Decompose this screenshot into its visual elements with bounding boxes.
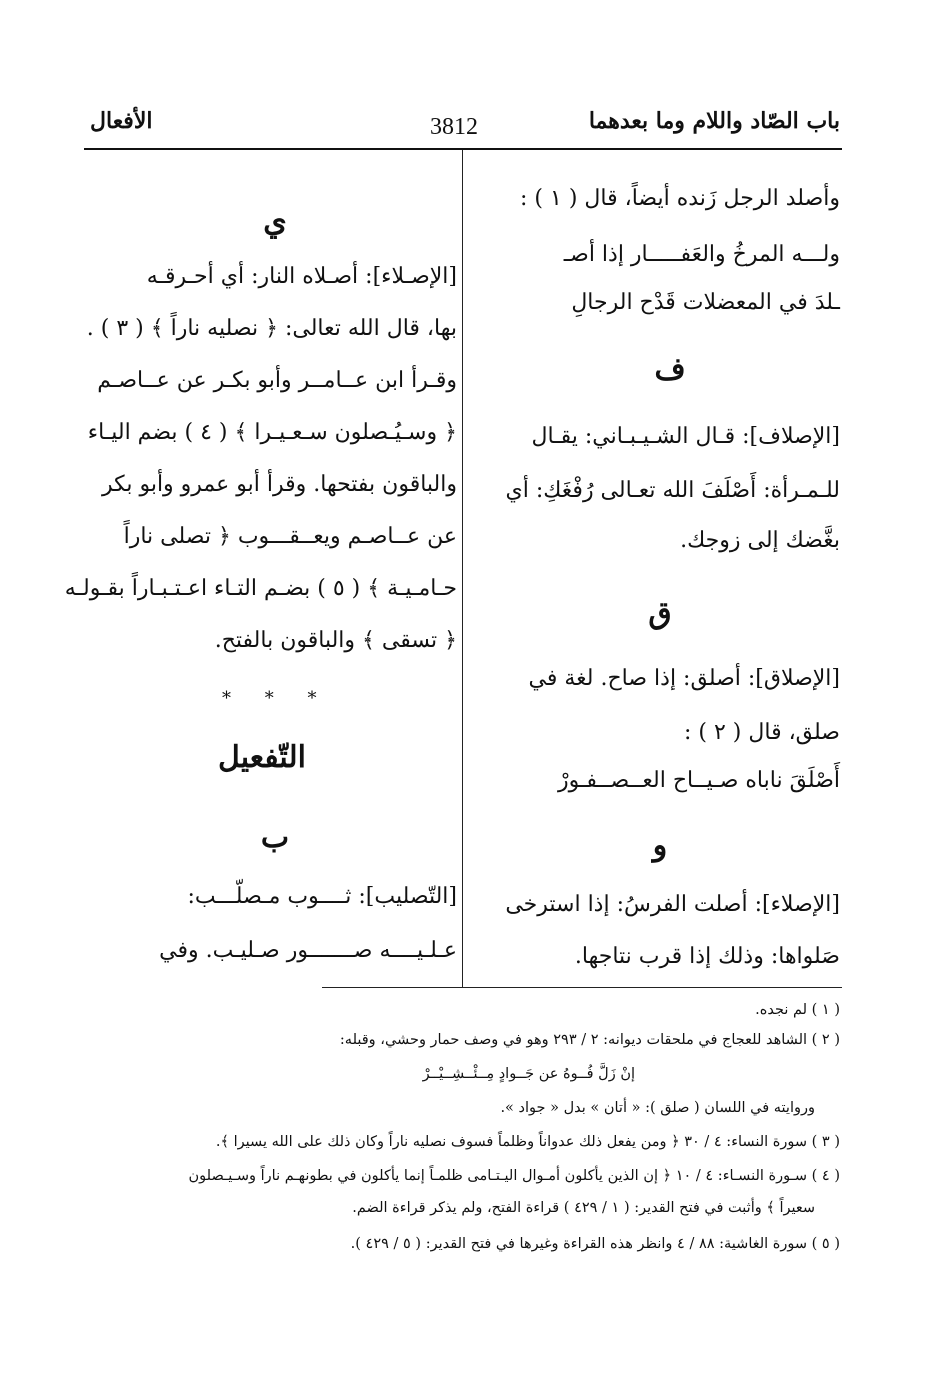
letter-heading: ق — [648, 596, 672, 631]
footnote: ( ١ ) لم نجده. — [755, 1002, 840, 1018]
footnote: سعيراً ﴾ وأثبت في فتح القدير: ( ١ / ٤٢٩ ) قراءة الفتح، ولم يذكر قراءة الضم. — [352, 1200, 815, 1216]
text-line: بغَّضك إلى زوجك. — [680, 528, 840, 553]
text-line: للـمـرأة: أَصْلَفَ الله تعـالى رُفْغَكِ: أي — [505, 478, 840, 503]
text-line: عن عــاصـم ويعــقـــوب ﴿ تصلى ناراً — [123, 524, 457, 549]
text-line: صَلواها: وذلك إذا قرب نتاجها. — [574, 944, 840, 969]
footnote: وروايته في اللسان ( صلق ): « أتان » بدل « جواد ». — [500, 1100, 815, 1116]
letter-heading: ي — [263, 204, 287, 239]
text-line: عـلـيــــه صـــــــور صـليـب. وفي — [159, 938, 457, 963]
section-title: التّفعيل — [218, 740, 306, 775]
text-line: [الإصلاء]: أصلت الفرسُ: إذا استرخى — [505, 892, 840, 917]
text-line: [الإصلاف]: قـال الشـيـبـاني: يقـال — [531, 424, 840, 449]
footnote: ( ٢ ) الشاهد للعجاج في ملحقات ديوانه: ٢ / ٢٩٣ وهو في وصف حمار وحشي، وقبله: — [339, 1032, 840, 1048]
running-head-chapter: باب الصّاد واللام وما بعدهما — [588, 108, 840, 134]
text-line: [التّصليب]: ثــــوب مـصلّـــب: — [187, 884, 457, 909]
text-line: وقـرأ ابن عــامــر وأبو بكـر عن عــاصـم — [97, 368, 457, 393]
footnote-rule — [322, 987, 842, 988]
text-line: صلق، قال ( ٢ ) : — [684, 720, 840, 745]
text-line: وأصلد الرجل زَنده أيضاً، قال ( ١ ) : — [520, 186, 840, 211]
verse-line: أَصْلَقَ ناباه صـيــاح العــصــفـورْ — [558, 768, 840, 793]
text-line: حـامـيـة ﴾ ( ٥ ) بضـم التـاء اعـتـبـاراً بقـولـه — [64, 576, 457, 601]
text-line: بها، قال الله تعالى: ﴿ نصليه ناراً ﴾ ( ٣ ) . — [86, 316, 457, 341]
text-line: والباقون بفتحها. وقرأ أبو عمرو وأبو بكر — [102, 472, 457, 497]
verse-line: ولـــه المرخُ والعَفـــــار إذا أصـ — [563, 242, 840, 267]
running-head-section: الأفعال — [90, 108, 153, 134]
letter-heading: ب — [260, 820, 290, 855]
verse-line: ـلدَ في المعضلات قَدْح الرجالِ — [571, 290, 840, 315]
section-separator: * * * — [222, 688, 331, 709]
footnote-verse: إنْ زَلَّ فُــوهُ عن جَــوادٍ مِــئْــشِــيْــرْ — [422, 1066, 635, 1082]
footnote: ( ٤ ) سـورة النسـاء: ٤ / ١٠ ﴿ إن الذين يأكلون أمـوال اليـتـامى ظلمـاً إنما يأكلون في بطونهـم ناراً وسـيـصلون — [188, 1168, 840, 1184]
column-divider — [462, 150, 463, 988]
text-line: ﴿ تسقى ﴾ والباقون بالفتح. — [214, 628, 457, 653]
letter-heading: ف — [654, 352, 686, 387]
text-line: ﴿ وسـيُـصلون سـعـيـرا ﴾ ( ٤ ) بضم اليـاء — [87, 420, 457, 445]
header-rule — [84, 148, 842, 150]
text-line: [الإصـلاء]: أصـلاه النار: أي أحـرقـه — [146, 264, 457, 289]
footnote: ( ٥ ) سورة الغاشية: ٨٨ / ٤ وانظر هذه القراءة وغيرها في فتح القدير: ( ٥ / ٤٢٩ ). — [350, 1236, 840, 1252]
page-number: 3812 — [430, 114, 478, 140]
letter-heading: و — [652, 828, 668, 863]
text-line: [الإصلاق]: أصلق: إذا صاح. لغة في — [528, 666, 840, 691]
footnote: ( ٣ ) سورة النساء: ٤ / ٣٠ ﴿ ومن يفعل ذلك عدواناً وظلماً فسوف نصليه ناراً وكان ذلك على الله يسيرا ﴾. — [215, 1134, 840, 1150]
